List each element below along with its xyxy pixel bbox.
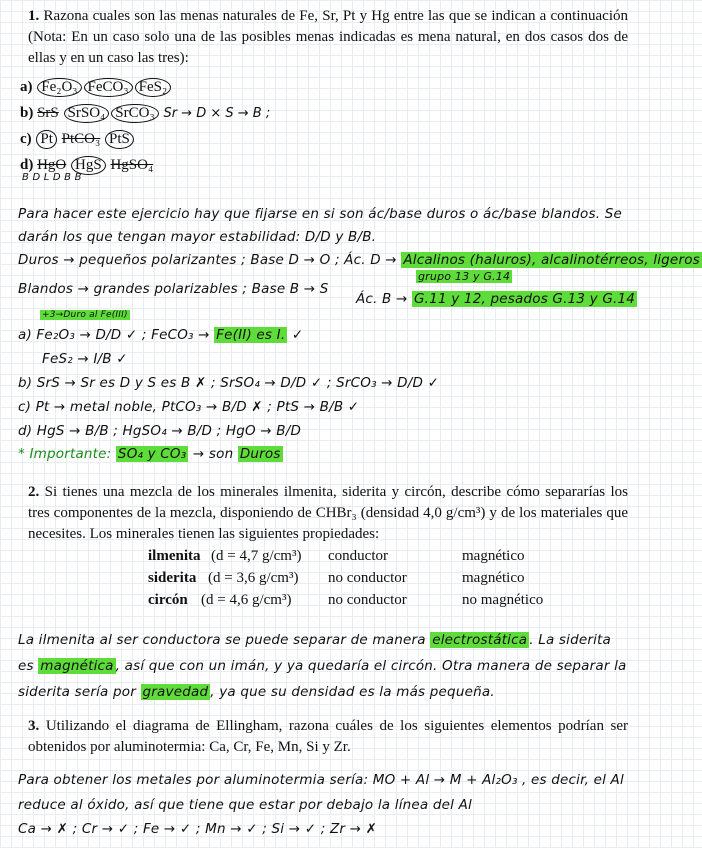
option-d-item-2: HgS: [71, 156, 106, 175]
question-3-text: Utilizando el diagrama de Ellingham, razona cuáles de los siguientes elementos podrían ser obtenidos por aluminotermia: Ca, Cr, Fe, Mn, Si y Zr.: [28, 718, 629, 755]
answer-1-line-4: Blandos → grandes polarizables ; Base B → S: [18, 281, 329, 297]
answer-2-line-3: [18, 684, 495, 700]
option-a: [20, 78, 172, 97]
answer-1-line-c: c) Pt → metal noble, PtCO₃ → B/D ✗ ; PtS → B/B ✓: [18, 399, 360, 415]
answer-1-acid-label: Ác. B →: [356, 291, 408, 307]
answer-1-line-b: b) SrS → Sr es D y S es B ✗ ; SrSO₄ → D/D ✓ ; SrCO₃ → D/D ✓: [18, 375, 440, 391]
answer-2-l2-text: , así que con un imán, y ya quedaría el circón. Otra manera de separar la: [115, 658, 627, 674]
option-c-item-2: PtCO₃: [61, 131, 101, 147]
row-2-conductivity: no conductor: [328, 570, 407, 586]
row-1-name: ilmenita: [148, 548, 201, 564]
option-d-note: B D L D B B: [22, 172, 82, 183]
answer-1-line-d: d) HgS → B/B ; HgSO₄ → B/D ; HgO → B/D: [18, 423, 302, 439]
option-b-label: b): [20, 105, 34, 121]
option-b-item-2: SrSO₄: [64, 104, 110, 123]
option-a-item-3: FeS₂: [135, 78, 172, 97]
answer-1-important: [18, 446, 283, 462]
answer-2-l3-text: siderita sería por: [18, 684, 137, 700]
answer-3-line-2: reduce al óxido, así que tiene que estar por debajo la línea del Al: [18, 797, 473, 813]
option-a-item-2: FeCO₃: [84, 78, 133, 97]
answer-1-line-4-acid: [356, 291, 637, 307]
row-1-conductivity: conductor: [328, 548, 388, 564]
answer-3-line-1: Para obtener los metales por aluminotermia sería: MO + Al → M + Al₂O₃ , es decir, el Al: [18, 772, 624, 788]
option-b-item-1: SrS: [37, 105, 59, 121]
answer-1-important-duros: Duros: [239, 446, 281, 462]
answer-1-line-a: [18, 327, 303, 343]
answer-1-fe3-note: [40, 310, 130, 320]
answer-2-line-2: [18, 658, 627, 674]
answer-1-line-a2: FeS₂ → I/B ✓: [42, 351, 128, 367]
question-1-text: Razona cuales son las menas naturales de Fe, Sr, Pt y Hg entre las que se indican a continuación (Nota: En un caso solo una de las posibles menas indicadas es mena natural, en dos casos dos de ellas y en un caso las tres):: [28, 8, 628, 66]
row-2-magnetism: magnético: [462, 570, 525, 586]
question-2: [28, 482, 628, 545]
question-3-number: 3.: [28, 718, 40, 734]
option-c: [20, 130, 135, 149]
option-d-label: d): [20, 157, 34, 173]
option-a-item-1: Fe₂O₃: [37, 78, 81, 97]
answer-1-group-note: [416, 270, 512, 283]
option-b-item-3: SrCO₃: [111, 104, 158, 123]
answer-2-l3-end: , ya que su densidad es la más pequeña.: [210, 684, 495, 700]
option-c-label: c): [20, 131, 32, 147]
option-a-label: a): [20, 79, 33, 95]
row-3-conductivity: no conductor: [328, 592, 407, 608]
answer-1-a-check: ✓: [291, 327, 304, 343]
answer-1-group-highlight: grupo 13 y G.14: [418, 270, 511, 283]
row-3-density: (d = 4,6 g/cm³): [201, 592, 292, 608]
option-c-item-1: Pt: [36, 130, 57, 149]
answer-1-line-3-text: Duros → pequeños polarizantes ; Base D → O ; Ác. D →: [18, 252, 397, 268]
answer-1-acid-highlight: G.11 y 12, pesados G.13 y G.14: [414, 291, 636, 307]
option-b-note: Sr → D × S → B ;: [163, 106, 271, 121]
answer-2-l2-highlight: magnética: [40, 658, 114, 674]
row-2-density: (d = 3,6 g/cm³): [208, 570, 299, 586]
answer-2-l1-end: . La siderita: [529, 632, 612, 648]
answer-2-l3-highlight: gravedad: [142, 684, 209, 700]
row-3-magnetism: no magnético: [462, 592, 544, 608]
question-1: [28, 6, 628, 69]
row-3-name: circón: [148, 592, 188, 608]
answer-1-a-highlight: Fe(II) es I.: [216, 327, 286, 343]
answer-1-line-3: [18, 252, 702, 268]
answer-3-line-3: Ca → ✗ ; Cr → ✓ ; Fe → ✓ ; Mn → ✓ ; Si → ✓ ; Zr → ✗: [18, 821, 378, 837]
option-b: [20, 104, 270, 123]
answer-1-line-2: darán los que tengan mayor estabilidad: D/D y B/B.: [18, 229, 377, 245]
answer-2-l2-start: es: [18, 658, 34, 674]
row-1-density: (d = 4,7 g/cm³): [211, 548, 302, 564]
answer-2-line-1: [18, 632, 611, 648]
answer-2-l1-text: La ilmenita al ser conductora se puede separar de manera: [18, 632, 426, 648]
question-1-number: 1.: [28, 8, 40, 24]
answer-1-line-1: Para hacer este ejercicio hay que fijarse en si son ác/base duros o ác/base blandos. Se: [18, 206, 622, 222]
answer-1-fe3-highlight: +3→Duro al Fe(III): [42, 310, 128, 320]
option-d-item-1: HgO: [37, 157, 67, 173]
answer-1-important-highlight: SO₄ y CO₃: [117, 446, 187, 462]
option-d-item-3: HgSO₄: [110, 157, 154, 173]
question-3: [28, 716, 628, 758]
question-2-text: Si tienes una mezcla de los minerales ilmenita, siderita y circón, describe cómo separarías los tres componentes de la mezcla, disponiendo de CHBr₃ (densidad 4,0 g/cm³) y de los materiales que necesites. Los minerales tienen las siguientes propiedades:: [28, 484, 629, 542]
row-2-name: siderita: [148, 570, 197, 586]
row-1-magnetism: magnético: [462, 548, 525, 564]
question-2-number: 2.: [28, 484, 40, 500]
option-c-item-3: PtS: [105, 130, 134, 149]
answer-1-important-text: → son: [192, 446, 234, 462]
answer-1-a-text: a) Fe₂O₃ → D/D ✓ ; FeCO₃ →: [18, 327, 210, 343]
answer-1-important-label: * Importante:: [18, 446, 112, 462]
answer-2-l1-highlight: electrostática: [432, 632, 528, 648]
answer-1-line-3-highlight: Alcalinos (haluros), alcalinotérreos, ligeros: [403, 252, 700, 268]
